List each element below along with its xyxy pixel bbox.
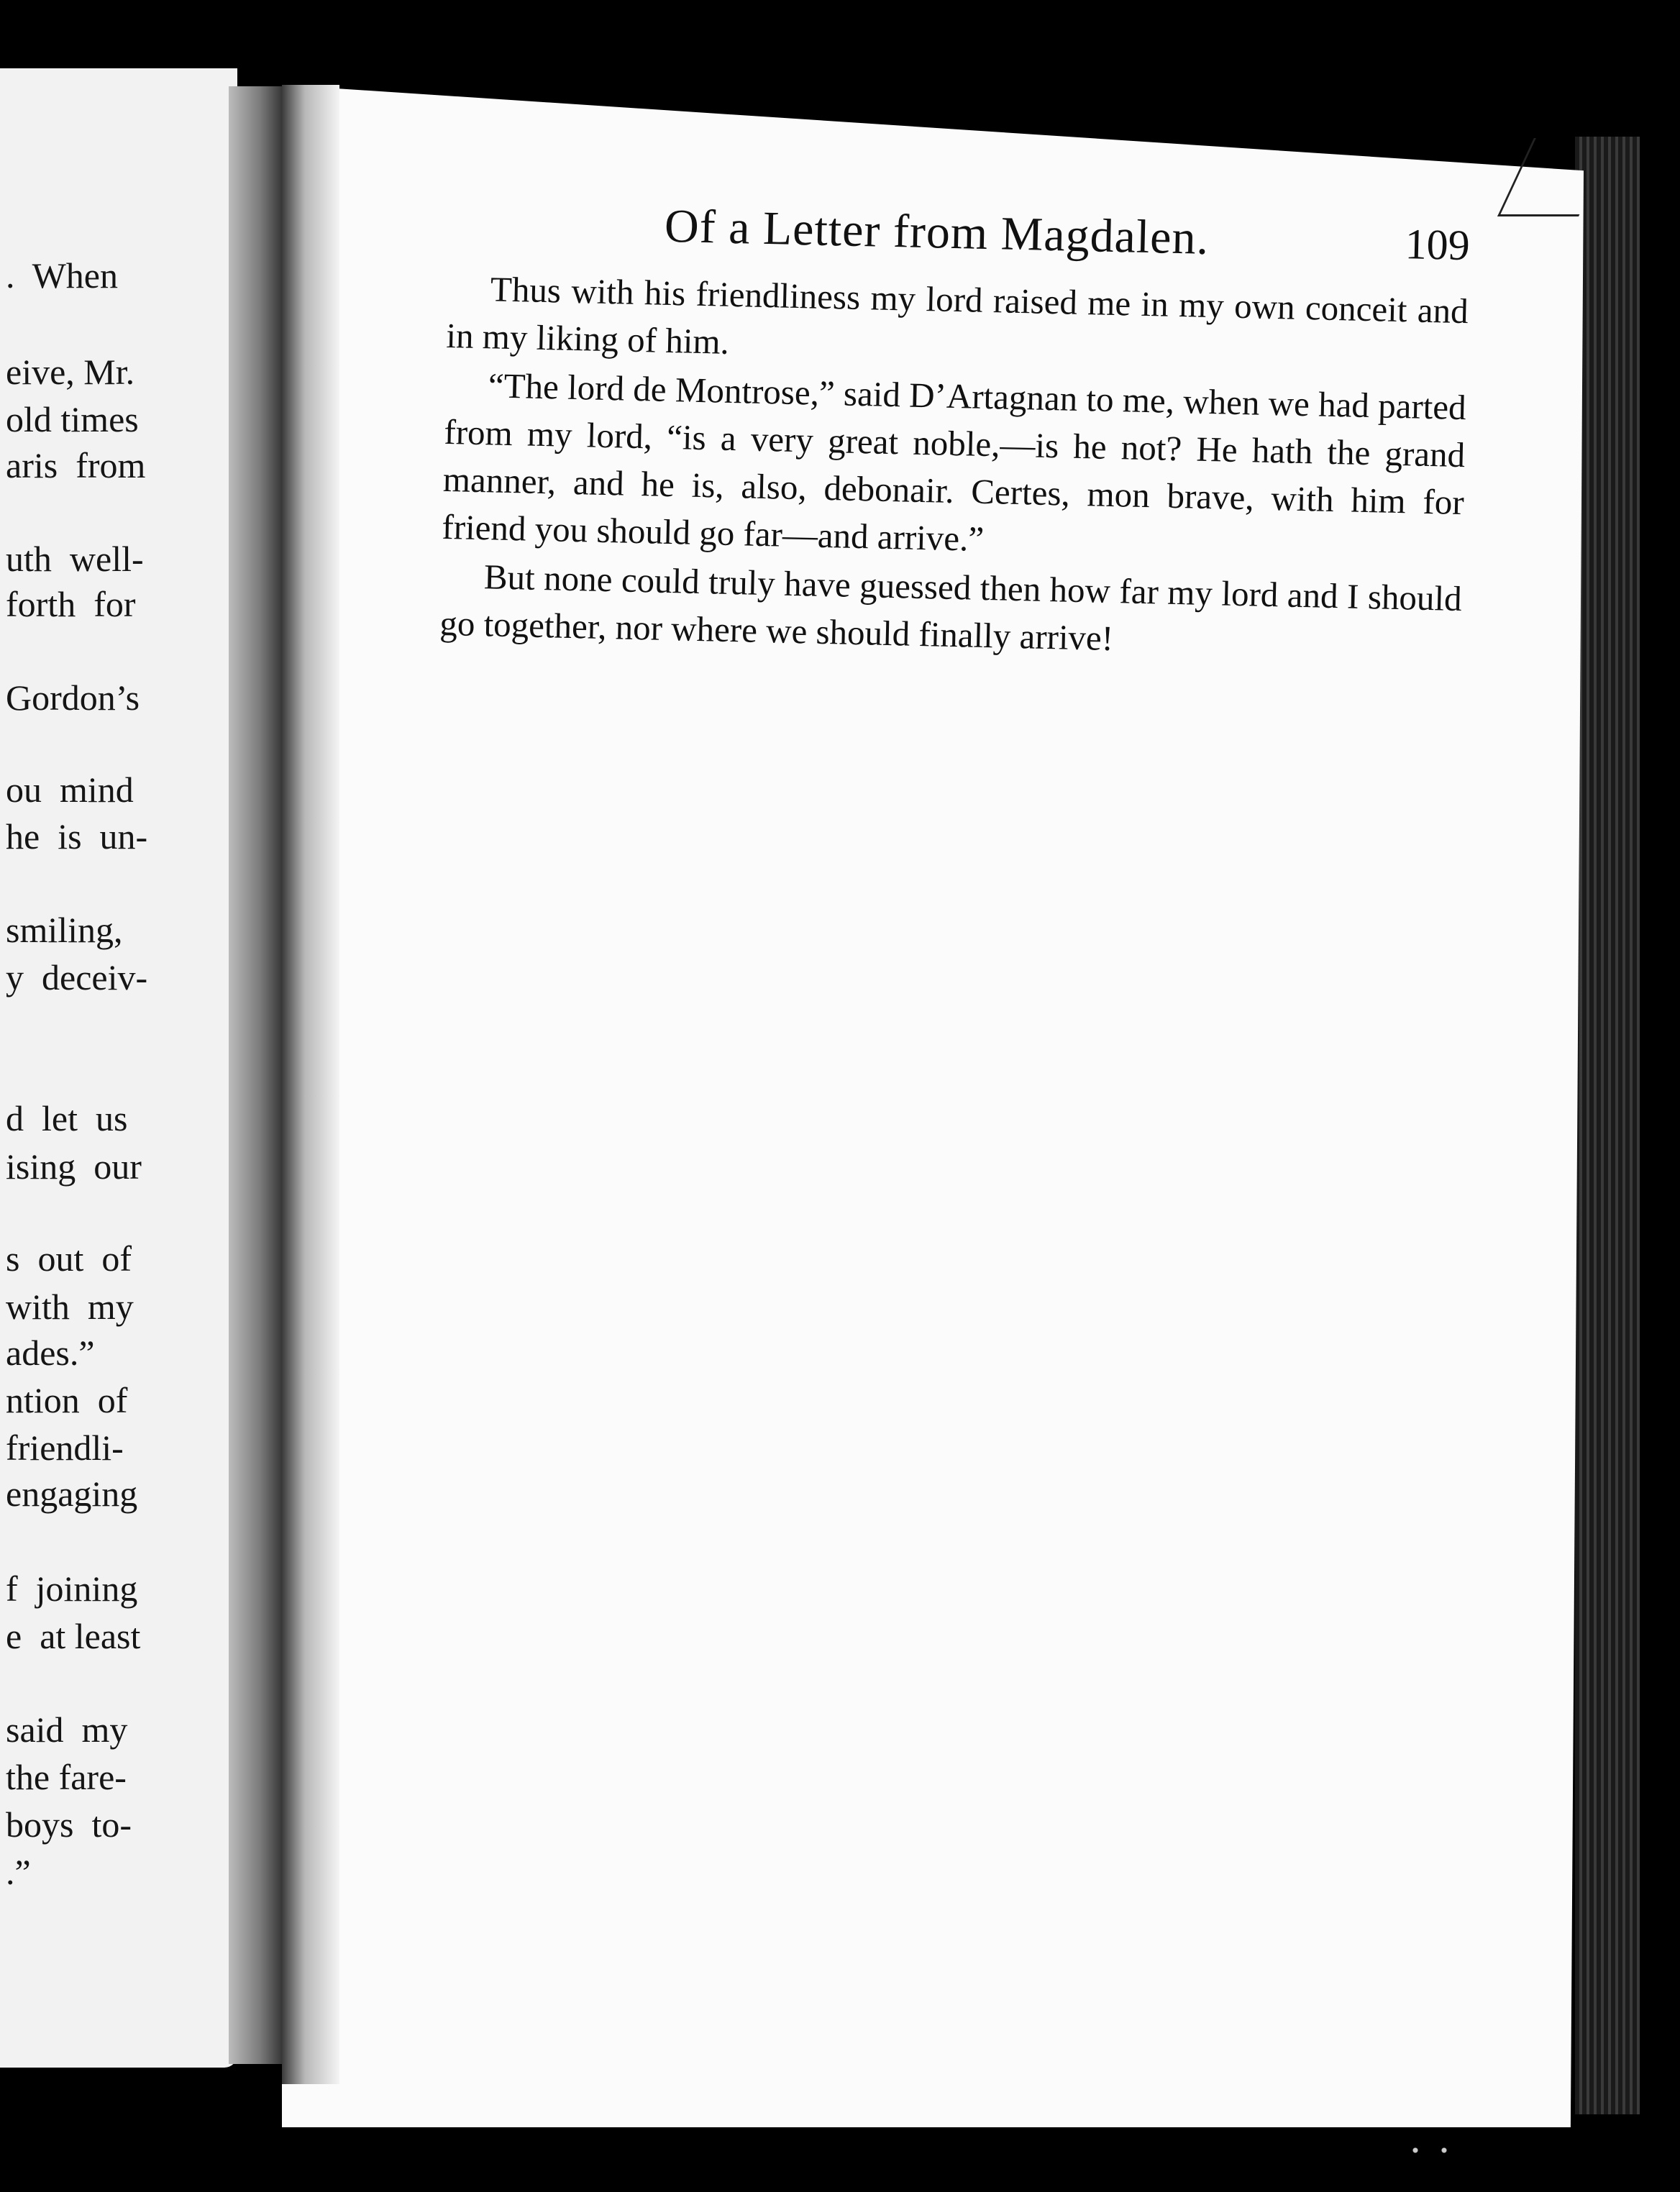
left-line: aris from — [6, 445, 146, 485]
left-line: smiling, — [6, 910, 123, 950]
left-line: uth well- — [6, 539, 144, 579]
left-line: old times — [6, 399, 139, 439]
left-line: f joining — [6, 1568, 138, 1609]
left-line: he is un- — [6, 816, 148, 857]
left-line: ising our — [6, 1146, 142, 1187]
page-number: 109 — [1405, 220, 1471, 270]
left-line: ntion of — [6, 1380, 128, 1420]
left-line: said my — [6, 1709, 128, 1750]
left-line: forth for — [6, 584, 136, 624]
page-edges — [1575, 137, 1640, 2114]
left-line: .” — [6, 1852, 31, 1892]
left-line: . When — [6, 255, 118, 296]
left-line: y deceiv- — [6, 957, 148, 997]
left-line: ades.” — [6, 1333, 95, 1373]
left-line: boys to- — [6, 1804, 132, 1845]
left-line: d let us — [6, 1098, 128, 1138]
left-line: engaging — [6, 1474, 138, 1514]
left-line: the fare- — [6, 1757, 127, 1797]
left-line: Gordon’s — [6, 677, 140, 718]
left-line: eive, Mr. — [6, 352, 135, 392]
running-title: Of a Letter from Magdalen. — [664, 199, 1210, 265]
left-line: with my — [6, 1287, 134, 1327]
left-page-gutter-shadow — [229, 86, 286, 2064]
paragraph: “The lord de Montrose,” said D’Artagnan to me, when we had parted from my lord, “is a very great noble,—is he not? He hath the grand manner, and he is, also, debonair. Certes, mon brave, with him for friend you should go far—and arrive.” — [441, 365, 1467, 559]
left-line: ou mind — [6, 770, 134, 810]
right-page-gutter-shadow — [282, 85, 339, 2084]
left-line: friendli- — [6, 1428, 124, 1468]
paragraph: Thus with his friendliness my lord raised me in my own conceit and in my liking of him. — [445, 269, 1469, 362]
paragraph: But none could truly have guessed then how far my lord and I should go together, nor where we should finally arrive! — [439, 557, 1463, 659]
left-line: e at least — [6, 1616, 141, 1656]
scan-specks — [1410, 2147, 1467, 2154]
page-text — [439, 194, 1471, 670]
left-line: s out of — [6, 1238, 132, 1279]
